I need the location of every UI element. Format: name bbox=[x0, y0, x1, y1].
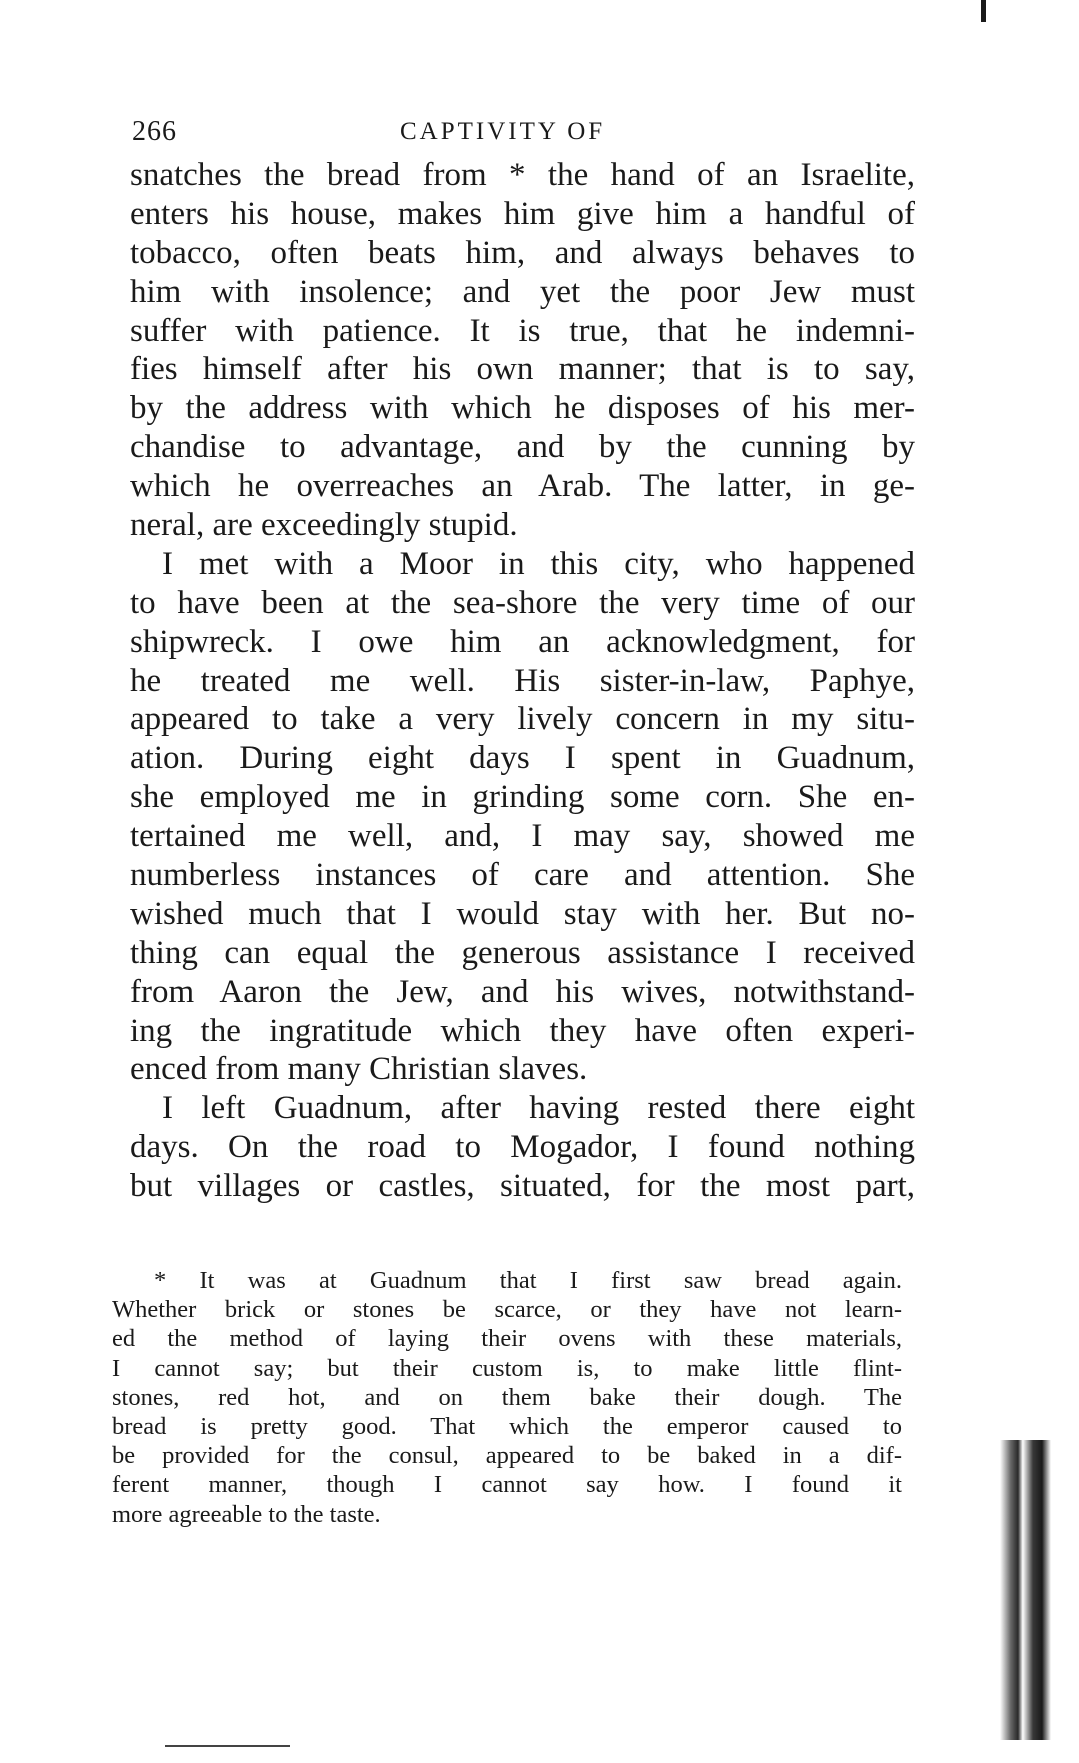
body-line: appeared to take a very lively concern in my situ- bbox=[130, 701, 915, 738]
body-line: but villages or castles, situated, for the most part, bbox=[130, 1168, 915, 1205]
body-line: tertained me well, and, I may say, showed me bbox=[130, 818, 915, 855]
footnote-line: ed the method of laying their ovens with these materials, bbox=[112, 1325, 902, 1353]
body-line: from Aaron the Jew, and his wives, notwithstand- bbox=[130, 973, 915, 1010]
footnote-line: be provided for the consul, appeared to be baked in a dif- bbox=[112, 1442, 902, 1470]
body-line: shipwreck. I owe him an acknowledgment, for bbox=[130, 623, 915, 660]
running-head bbox=[132, 112, 912, 152]
footnote-line: more agreeable to the taste. bbox=[112, 1500, 381, 1528]
footnote-line: Whether brick or stones be scarce, or they have not learn- bbox=[112, 1296, 902, 1324]
footnote-line: bread is pretty good. That which the emperor caused to bbox=[112, 1412, 902, 1440]
body-line: I left Guadnum, after having rested there eight bbox=[162, 1090, 915, 1127]
footnote-line: * It was at Guadnum that I first saw bread again. bbox=[154, 1267, 902, 1294]
body-line: snatches the bread from * the hand of an Israelite, bbox=[130, 157, 915, 193]
body-line: fies himself after his own manner; that is to say, bbox=[130, 351, 915, 388]
scan-edge-shadow bbox=[1000, 1440, 1060, 1740]
footnote-line: stones, red hot, and on them bake their dough. The bbox=[112, 1383, 902, 1411]
body-line: neral, are exceedingly stupid. bbox=[130, 507, 518, 544]
scan-bottom-rule bbox=[165, 1745, 290, 1747]
body-line: days. On the road to Mogador, I found nothing bbox=[130, 1129, 915, 1166]
body-text bbox=[130, 156, 915, 1206]
body-line: to have been at the sea-shore the very time of our bbox=[130, 584, 915, 621]
body-line: she employed me in grinding some corn. She en- bbox=[130, 779, 915, 816]
body-line: wished much that I would stay with her. But no- bbox=[130, 895, 915, 932]
page-number: 266 bbox=[132, 116, 177, 147]
body-line: him with insolence; and yet the poor Jew must bbox=[130, 273, 915, 310]
body-line: he treated me well. His sister-in-law, Paphye, bbox=[130, 662, 915, 699]
body-line: ing the ingratitude which they have often experi- bbox=[130, 1012, 915, 1049]
body-line: chandise to advantage, and by the cunning by bbox=[130, 429, 915, 466]
body-line: enced from many Christian slaves. bbox=[130, 1051, 588, 1088]
footnote bbox=[112, 1266, 902, 1529]
body-line: numberless instances of care and attention. She bbox=[130, 857, 915, 894]
body-line: tobacco, often beats him, and always behaves to bbox=[130, 234, 915, 271]
body-line: ation. During eight days I spent in Guadnum, bbox=[130, 740, 915, 777]
body-line: which he overreaches an Arab. The latter, in ge- bbox=[130, 468, 915, 505]
body-line: I met with a Moor in this city, who happened bbox=[162, 545, 915, 582]
scan-edge-mark bbox=[981, 0, 986, 22]
body-line: thing can equal the generous assistance I received bbox=[130, 934, 915, 971]
footnote-line: I cannot say; but their custom is, to make little flint- bbox=[112, 1354, 902, 1382]
body-line: suffer with patience. It is true, that he indemni- bbox=[130, 312, 915, 349]
body-line: enters his house, makes him give him a handful of bbox=[130, 195, 915, 232]
running-title: CAPTIVITY OF bbox=[400, 118, 606, 145]
body-line: by the address with which he disposes of his mer- bbox=[130, 390, 915, 427]
footnote-line: ferent manner, though I cannot say how. I found it bbox=[112, 1471, 902, 1499]
